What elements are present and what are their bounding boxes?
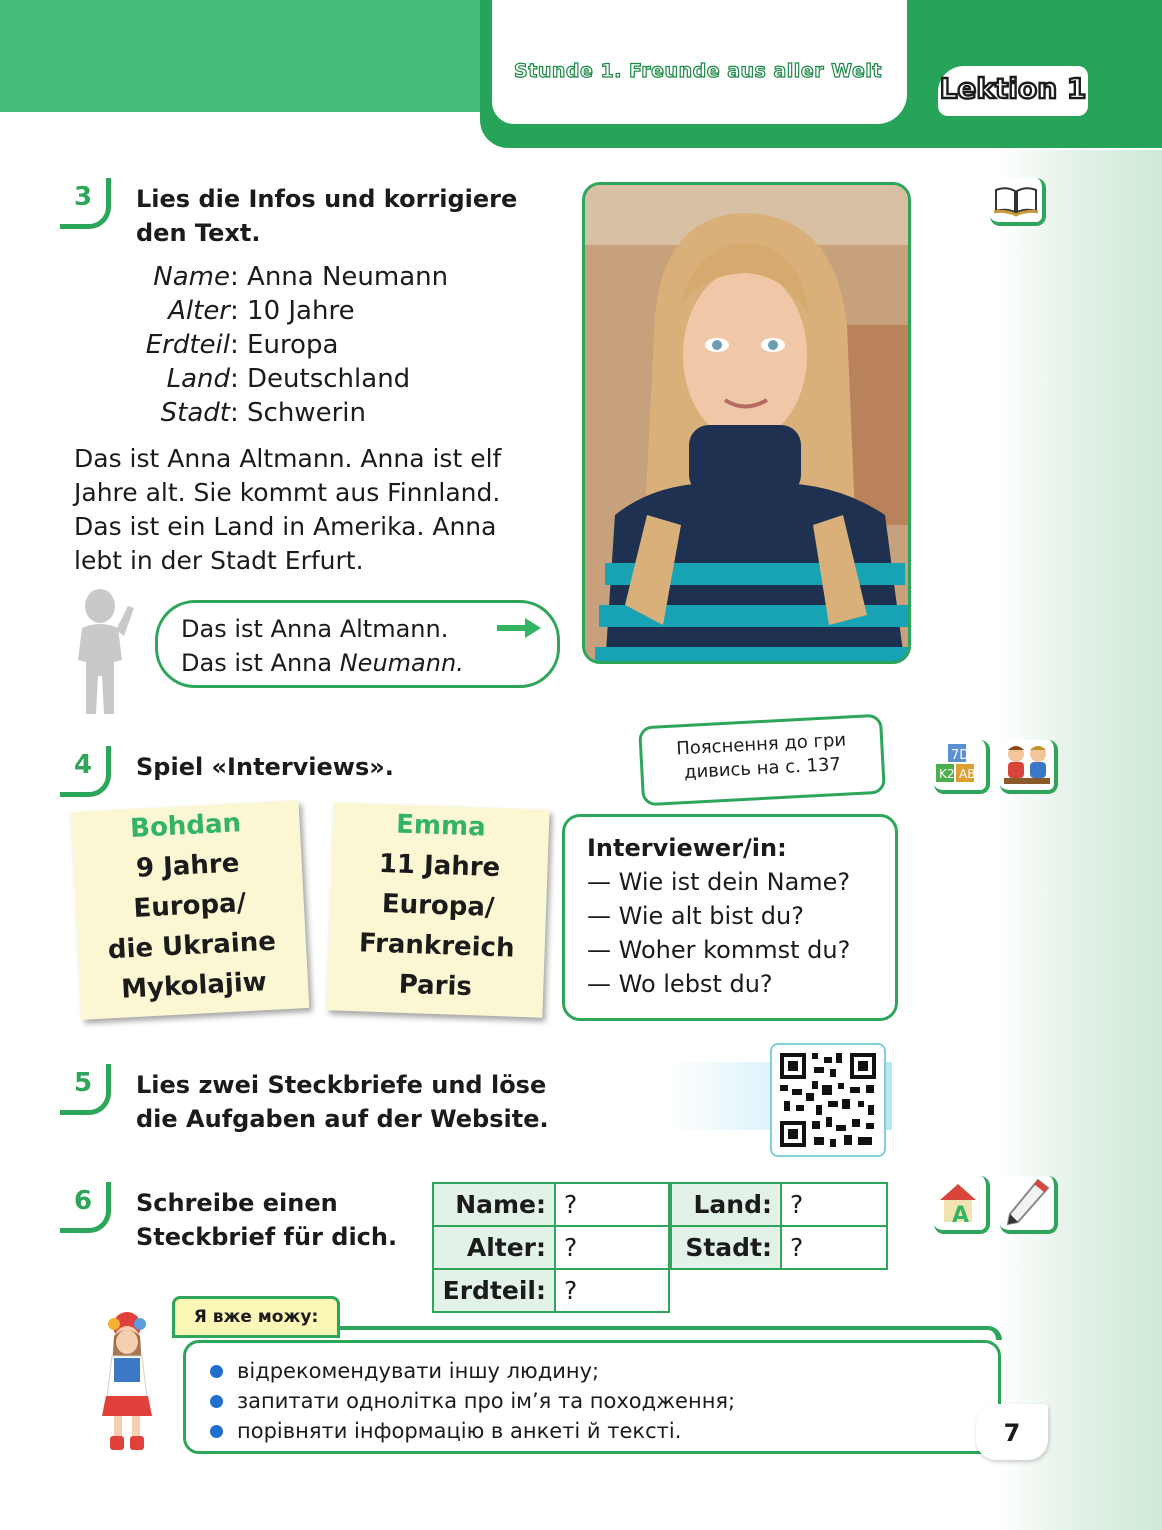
can-do-tab: Я вже можу: [172, 1296, 340, 1338]
qr-code[interactable] [770, 1043, 886, 1157]
bullet-icon [210, 1395, 223, 1408]
exercise-number-3: 3 [60, 178, 111, 229]
info-key: Erdteil [145, 330, 230, 360]
card-age: 11 Jahre [378, 848, 501, 884]
card-country: die Ukraine [107, 926, 277, 966]
field-label: Erdteil: [433, 1269, 555, 1312]
info-row-alter: Alter: 10 Jahre [80, 294, 448, 328]
info-value: Deutschland [247, 364, 411, 394]
exercise-4-title: Spiel «Interviews». [136, 753, 394, 781]
profile-card-bohdan [71, 800, 310, 1020]
card-name: Emma [395, 809, 487, 843]
card-age: 9 Jahre [135, 848, 241, 884]
card-name: Bohdan [129, 808, 242, 844]
girl-in-costume-icon [92, 1306, 162, 1456]
info-row-stadt: Stadt: Schwerin [80, 396, 448, 430]
info-key: Alter [168, 296, 230, 326]
text-line: Das ist Anna Altmann. Anna ist elf [74, 444, 502, 473]
card-city: Mykolajiw [120, 967, 268, 1005]
exercise-number-6: 6 [60, 1182, 111, 1233]
note-line: Пояснення до гри [675, 729, 847, 760]
svg-text:AB: AB [959, 767, 976, 781]
question: — Wo lebst du? [587, 970, 773, 998]
question: — Wie alt bist du? [587, 902, 804, 930]
field-value[interactable]: ? [555, 1269, 669, 1312]
house-letter-icon [934, 1176, 986, 1230]
steckbrief-table-right [670, 1182, 888, 1270]
text-line: Das ist ein Land in Amerika. Anna [74, 512, 497, 541]
qr-code-icon [772, 1045, 884, 1155]
bullet-icon [210, 1425, 223, 1438]
info-key: Stadt [160, 398, 230, 428]
info-row-name: Name: Anna Neumann [80, 260, 448, 294]
field-label: Stadt: [671, 1226, 781, 1269]
bubble-correct-name: Neumann. [339, 649, 464, 677]
bubble-line: Das ist Anna [181, 649, 333, 677]
info-row-erdteil: Erdteil: Europa [80, 328, 448, 362]
card-continent: Europa/ [381, 889, 495, 923]
bullet-icon [210, 1365, 223, 1378]
card-country: Frankreich [358, 928, 516, 964]
arrow-right-icon [495, 616, 543, 640]
text-line: Jahre alt. Sie kommt aus Finnland. [74, 478, 501, 507]
text-line: lebt in der Stadt Erfurt. [74, 546, 364, 575]
title-line: den Text. [136, 219, 261, 247]
info-value: Schwerin [247, 398, 366, 428]
field-value[interactable]: ? [555, 1183, 669, 1226]
right-side-gradient [1000, 150, 1162, 1530]
exercise-number-5: 5 [60, 1064, 111, 1115]
info-key: Name [153, 262, 230, 292]
exercise-6-title [136, 1186, 397, 1254]
card-continent: Europa/ [132, 888, 247, 924]
table-row [671, 1183, 887, 1226]
table-row [433, 1183, 669, 1226]
lesson-title: Stunde 1. Freunde aus aller Welt [514, 60, 882, 82]
list-item-text: відрекомендувати іншу людину; [237, 1359, 600, 1383]
list-item-text: запитати однолітка про ім’я та походження; [237, 1389, 736, 1413]
info-value: 10 Jahre [247, 296, 355, 326]
list-item [210, 1386, 735, 1416]
list-item [210, 1416, 735, 1446]
pair-work-icon-box [1000, 740, 1058, 794]
title-line: Lies die Infos und korrigiere [136, 185, 518, 213]
question: — Wie ist dein Name? [587, 868, 851, 896]
field-value[interactable]: ? [555, 1226, 669, 1269]
field-label: Name: [433, 1183, 555, 1226]
svg-text:7D: 7D [951, 748, 970, 763]
reading-icon-box [990, 178, 1046, 226]
speech-bubble-text [181, 612, 464, 680]
table-row [433, 1269, 669, 1312]
table-row [433, 1226, 669, 1269]
info-row-land: Land: Deutschland [80, 362, 448, 396]
interviewer-title: Interviewer/in: [587, 834, 787, 862]
table-row [671, 1226, 887, 1269]
girl-photo [582, 182, 911, 664]
list-item-text: порівняти інформацію в анкеті й тексті. [237, 1419, 682, 1443]
page-number: 7 [976, 1404, 1048, 1460]
title-line: Lies zwei Steckbriefe und löse [136, 1071, 547, 1099]
pencil-icon-box [1000, 1176, 1058, 1234]
card-city: Paris [398, 969, 473, 1003]
list-item [210, 1356, 735, 1386]
exercise-5-title [136, 1068, 549, 1136]
exercise-3-title [136, 182, 517, 250]
title-line: die Aufgaben auf der Website. [136, 1105, 549, 1133]
svg-text:K2: K2 [939, 767, 955, 781]
field-label: Alter: [433, 1226, 555, 1269]
question: — Woher kommst du? [587, 936, 851, 964]
game-icon-box [934, 740, 990, 794]
field-value[interactable]: ? [781, 1226, 887, 1269]
two-children-icon [1000, 740, 1054, 790]
info-value: Anna Neumann [247, 262, 449, 292]
field-value[interactable]: ? [781, 1183, 887, 1226]
steckbrief-table-left [432, 1182, 670, 1313]
profile-card-emma [326, 802, 549, 1017]
exercise-number-4: 4 [60, 746, 111, 797]
title-line: Schreibe einen [136, 1189, 338, 1217]
exercise-3-text [74, 442, 532, 578]
speaker-silhouette-icon [70, 586, 140, 716]
field-label: Land: [671, 1183, 781, 1226]
header-bar-left [0, 0, 500, 112]
game-note [638, 714, 886, 807]
can-do-list [210, 1356, 735, 1446]
info-value: Europa [247, 330, 339, 360]
open-book-icon [990, 178, 1042, 222]
info-card [80, 260, 448, 430]
title-line: Steckbrief für dich. [136, 1223, 398, 1251]
interviewer-questions [562, 814, 898, 1021]
writing-icon-box [934, 1176, 990, 1234]
svg-text:A: A [952, 1203, 970, 1228]
photo-illustration [585, 185, 911, 664]
bubble-line: Das ist Anna Altmann. [181, 615, 449, 643]
letter-blocks-icon [934, 740, 986, 790]
info-key: Land [166, 364, 230, 394]
pencil-icon [1000, 1176, 1054, 1230]
lektion-label: Lektion 1 [939, 72, 1087, 105]
note-line: дивись на с. 137 [683, 753, 842, 784]
